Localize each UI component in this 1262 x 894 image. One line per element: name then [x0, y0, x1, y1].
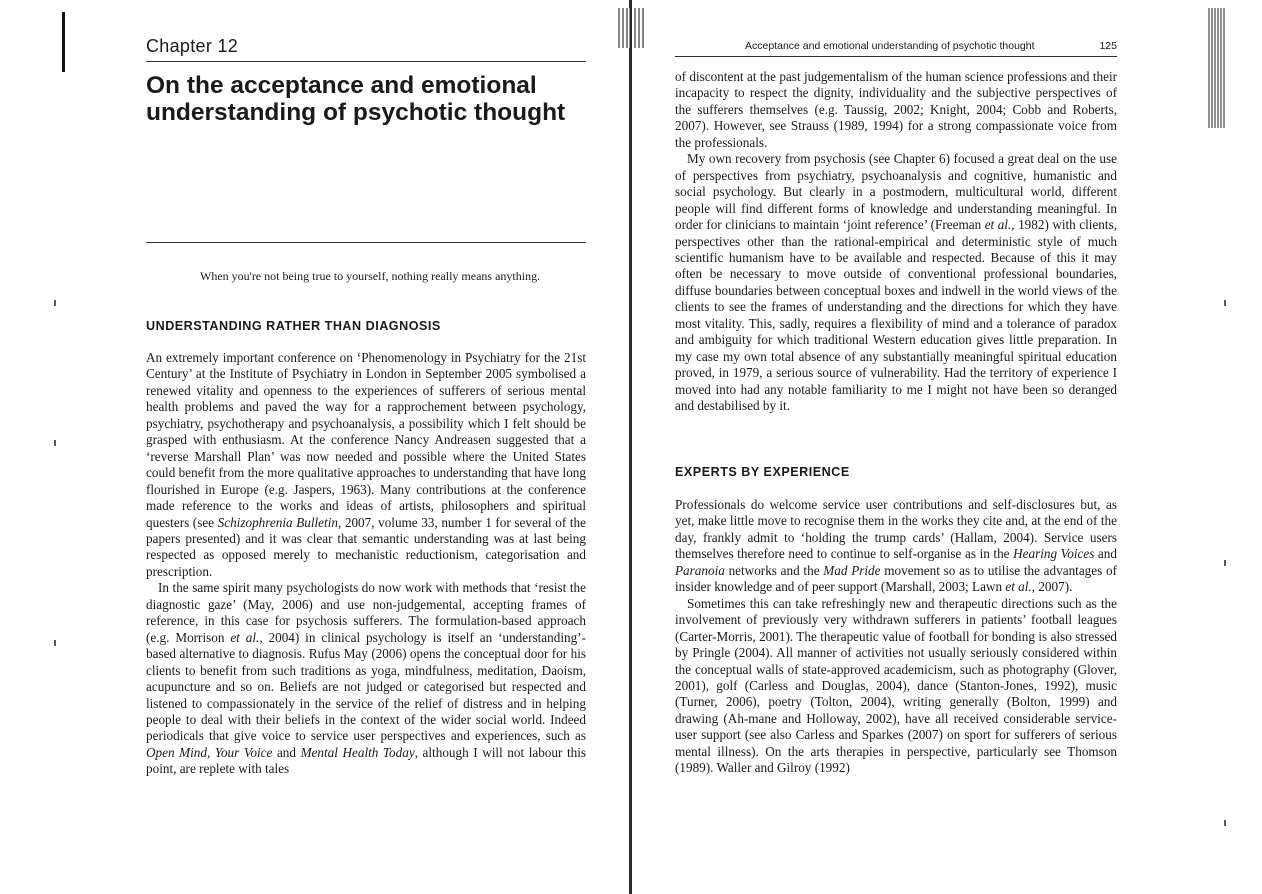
paragraph: In the same spirit many psychologists do now work with methods that ‘resist the diagnostic gaze’ (May, 2006) and use non-judgemental, accepting frames of reference, in this case for psychosis sufferers. The formulation-based approach (e.g. Morrison et al., 2004) in clinical psychology is itself an ‘understanding’-based alternative to diagnosis. Rufus May (2006) opens the conceptual door for his clients to benefit from such traditions as yoga, mindfulness, meditation, Daoism, acupuncture and so on. Beliefs are not judged or categorised but respected and listened to compassionately in the service of the relief of distress and in helping people to deal with their beliefs in the context of the wider social world. Indeed periodicals that give voice to service user perspectives and experiences, such as Open Mind, Your Voice and Mental Health Today, although I will not labour this point, are replete with tales: [146, 580, 586, 777]
paragraph: Professionals do welcome service user contributions and self-disclosures but, as yet, make little move to recognise them in the works they cite and, at the end of the day, frankly admit to ‘holding the trump cards’ (Hallam, 2004). Service users themselves therefore need to continue to self-organise as in the Hearing Voices and Paranoia networks and the Mad Pride movement so as to utilise the advantages of insider knowledge and of peer support (Marshall, 2003; Lawn et al., 2007).: [675, 497, 1117, 595]
chapter-rule: [146, 61, 586, 62]
chapter-label: Chapter 12: [146, 36, 239, 56]
body-text-right-top: [675, 69, 1117, 415]
title-rule: [146, 242, 586, 243]
paragraph: My own recovery from psychosis (see Chapter 6) focused a great deal on the use of perspectives from psychiatry, psychoanalysis and cognitive, humanistic and social psychology. But clearly in a postmodern, multicultural world, different people will find different forms of knowledge and understanding meaningful. In order for clinicians to maintain ‘joint reference’ (Freeman et al., 1982) with clients, perspectives other than the rational-empirical and deterministic style of much scientific humanism have to be available and respected. Because of this it may often be necessary to move outside of conventional professional boundaries, diffuse boundaries between conceptual boxes and indwell in the world views of the clients to see the frames of understanding and the directions for which they have most vitality. This, sadly, requires a flexibility of mind and a tolerance of paradox and ambiguity for which traditional Western education gives little preparation. In my case my own total absence of any substantially meaningful spiritual education proved, in 1979, a serious source of vulnerability. Had the territory of experience I moved into had any notable familiarity to me I might not have been so deranged and destabilised by it.: [675, 151, 1117, 414]
epigraph: When you're not being true to yourself, nothing really means anything.: [200, 269, 541, 283]
section-heading: UNDERSTANDING RATHER THAN DIAGNOSIS: [146, 319, 441, 333]
page-number: 125: [1099, 40, 1117, 52]
running-head-rule: [675, 56, 1117, 57]
paragraph: of discontent at the past judgementalism of the human science professions and their incapacity to respect the dignity, individuality and the subjective perspectives of the sufferers themselves (e.g. Taussig, 2002; Knight, 2004; Cobb and Roberts, 2007). However, see Strauss (1989, 1994) for a strong compassionate voice from the professionals.: [675, 69, 1117, 150]
running-head-title: Acceptance and emotional understanding of psychotic thought: [745, 40, 1035, 52]
chapter-title: On the acceptance and emotional understanding of psychotic thought: [146, 72, 566, 126]
left-page: [0, 0, 630, 894]
section-heading: EXPERTS BY EXPERIENCE: [675, 465, 850, 479]
paragraph: An extremely important conference on ‘Phenomenology in Psychiatry for the 21st Century’ at the Institute of Psychiatry in London in September 2005 symbolised a renewed vitality and openness to the experiences of sufferers of serious mental health problems and paved the way for a rapprochement between psychology, psychiatry, psychotherapy and psychoanalysis, a possibility which I felt should be grasped with enthusiasm. At the conference Nancy Andreasen suggested that a ‘reverse Marshall Plan’ was now needed and possible where the United States could benefit from the more qualitative approaches to understanding that have long flourished in Europe (e.g. Jaspers, 1963). Many contributions at the conference made reference to the works and ideas of artists, philosophers and spiritual questers (see Schizophrenia Bulletin, 2007, volume 33, number 1 for several of the papers presented) and it was clear that semantic understanding was at last being respected as opposed merely to mechanistic reductionism, categorisation and prescription.: [146, 350, 586, 579]
body-text-right-bottom: [675, 497, 1117, 777]
body-text-left: [146, 350, 586, 778]
right-page: [630, 0, 1262, 894]
paragraph: Sometimes this can take refreshingly new and therapeutic directions such as the involvement of previously very withdrawn sufferers in patients’ football leagues (Carter-Morris, 2001). The therapeutic value of football for bonding is also stressed by Pringle (2004). All manner of activities not usually seriously considered within the conceptual walls of state-approved academicism, such as photography (Glover, 2001), golf (Carless and Douglas, 2004), dance (Stanton-Jones, 1992), music (Turner, 2006), poetry (Tolton, 2004), writing generally (Bolton, 1999) and drawing (Ah-mane and Holloway, 2002), have all received considerable service-user support (see also Carless and Sparkes (2007) on sport for sufferers of serious mental illness). On the arts therapies in perspective, particularly see Thomson (1989). Waller and Gilroy (1992): [675, 595, 1117, 776]
running-head: [745, 40, 1117, 52]
